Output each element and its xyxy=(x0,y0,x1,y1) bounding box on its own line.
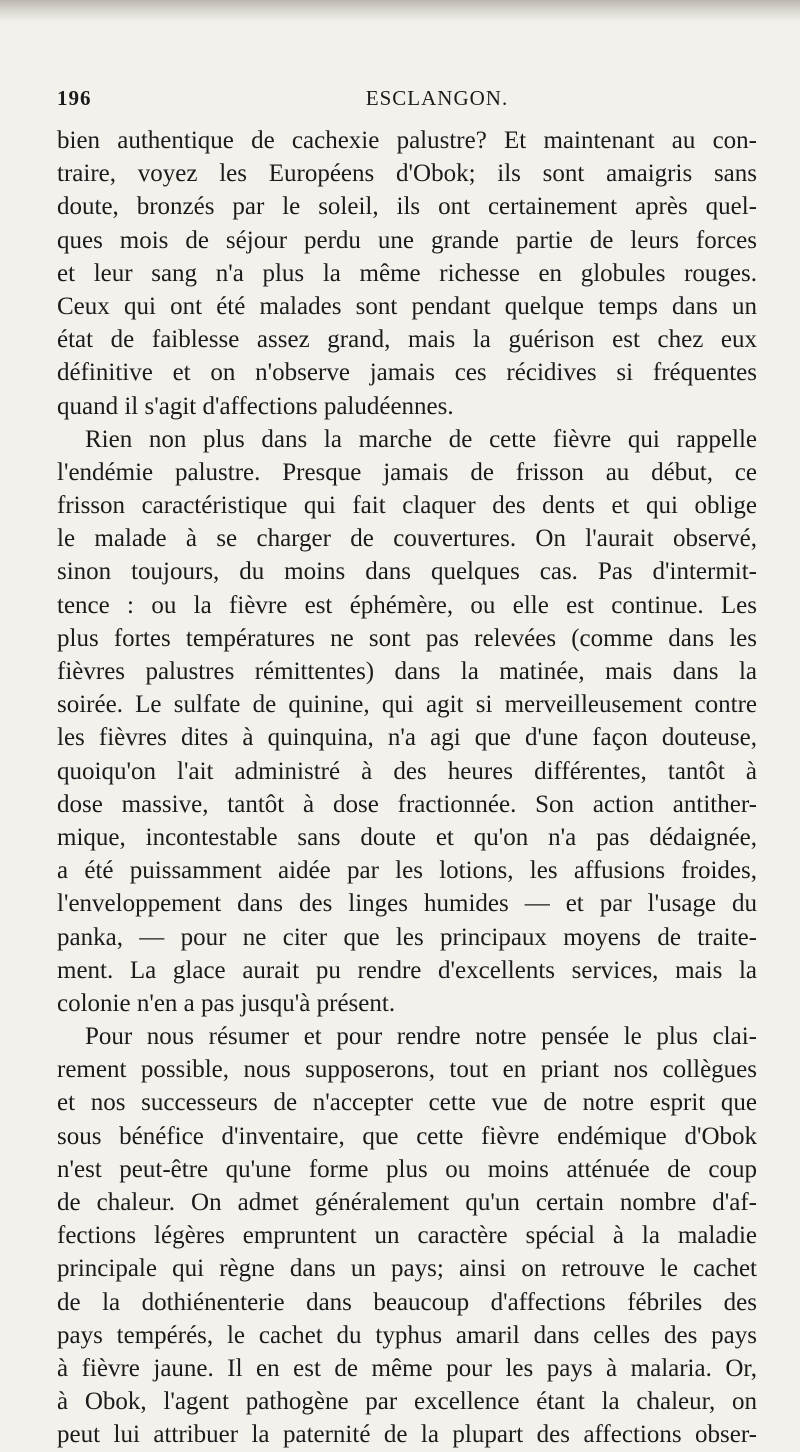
text-line: Ceux qui ont été malades sont pendant quelque temps dans un xyxy=(57,292,757,320)
running-head xyxy=(57,86,757,116)
text-line: les fièvres dites à quinquina, n'a agi que d'une façon douteuse, xyxy=(57,724,757,752)
text-line: ques mois de séjour perdu une grande partie de leurs forces xyxy=(57,226,757,254)
text-line: sinon toujours, du moins dans quelques cas. Pas d'intermit- xyxy=(57,558,757,586)
text-line: état de faiblesse assez grand, mais la guérison est chez eux xyxy=(57,326,757,354)
running-head-title: ESCLANGON. xyxy=(365,86,509,110)
body-text xyxy=(57,124,757,1452)
page-number: 196 xyxy=(57,86,92,110)
text-line: n'est peut-être qu'une forme plus ou moins atténuée de coup xyxy=(57,1155,757,1183)
text-line: a été puissamment aidée par les lotions, les affusions froides, xyxy=(57,857,757,885)
text-line: plus fortes températures ne sont pas relevées (comme dans les xyxy=(57,624,757,652)
text-line: doute, bronzés par le soleil, ils ont certainement après quel- xyxy=(57,193,757,221)
text-line: fièvres palustres rémittentes) dans la matinée, mais dans la xyxy=(57,658,757,685)
text-line: principale qui règne dans un pays; ainsi on retrouve le cachet xyxy=(57,1255,757,1283)
text-line: Rien non plus dans la marche de cette fièvre qui rappelle xyxy=(85,425,757,453)
text-line: tence : ou la fièvre est éphémère, ou elle est continue. Les xyxy=(57,591,757,619)
text-line: de la dothiénenterie dans beaucoup d'affections fébriles des xyxy=(57,1288,757,1316)
text-line: le malade à se charger de couvertures. On l'aurait observé, xyxy=(57,525,757,553)
text-line: frisson caractéristique qui fait claquer des dents et qui oblige xyxy=(57,492,757,520)
text-line: panka, — pour ne citer que les principaux moyens de traite- xyxy=(57,923,757,951)
text-line: rement possible, nous supposerons, tout en priant nos collègues xyxy=(57,1056,757,1084)
text-line: mique, incontestable sans doute et qu'on n'a pas dédaignée, xyxy=(57,823,757,851)
text-line: à fièvre jaune. Il en est de même pour les pays à malaria. Or, xyxy=(57,1354,757,1382)
text-line: traire, voyez les Européens d'Obok; ils sont amaigris sans xyxy=(57,160,757,188)
text-line: ment. La glace aurait pu rendre d'excellents services, mais la xyxy=(57,956,757,984)
text-line: dose massive, tantôt à dose fractionnée. Son action antither- xyxy=(57,790,757,818)
text-line: Pour nous résumer et pour rendre notre pensée le plus clai- xyxy=(85,1023,757,1051)
text-line: fections légères empruntent un caractère spécial à la maladie xyxy=(57,1222,757,1250)
text-line: de chaleur. On admet généralement qu'un certain nombre d'af- xyxy=(57,1189,757,1216)
text-line: définitive et on n'observe jamais ces récidives si fréquentes xyxy=(57,359,757,387)
text-line: l'enveloppement dans des linges humides — et par l'usage du xyxy=(57,890,757,918)
text-line: sous bénéfice d'inventaire, que cette fièvre endémique d'Obok xyxy=(57,1122,757,1150)
text-line: colonie n'en a pas jusqu'à présent. xyxy=(57,989,396,1017)
text-line: quoiqu'on l'ait administré à des heures différentes, tantôt à xyxy=(57,757,757,785)
text-line: soirée. Le sulfate de quinine, qui agit si merveilleusement contre xyxy=(57,691,757,719)
text-line: pays tempérés, le cachet du typhus amaril dans celles des pays xyxy=(57,1321,757,1349)
text-line: et leur sang n'a plus la même richesse en globules rouges. xyxy=(57,259,757,287)
text-line: bien authentique de cachexie palustre? Et maintenant au con- xyxy=(57,127,757,154)
text-line: l'endémie palustre. Presque jamais de frisson au début, ce xyxy=(57,458,757,486)
text-line: quand il s'agit d'affections paludéennes. xyxy=(57,392,454,420)
text-line: à Obok, l'agent pathogène par excellence étant la chaleur, on xyxy=(57,1388,757,1416)
text-line: peut lui attribuer la paternité de la plupart des affections obser- xyxy=(57,1421,757,1449)
text-line: et nos successeurs de n'accepter cette vue de notre esprit que xyxy=(57,1089,757,1117)
